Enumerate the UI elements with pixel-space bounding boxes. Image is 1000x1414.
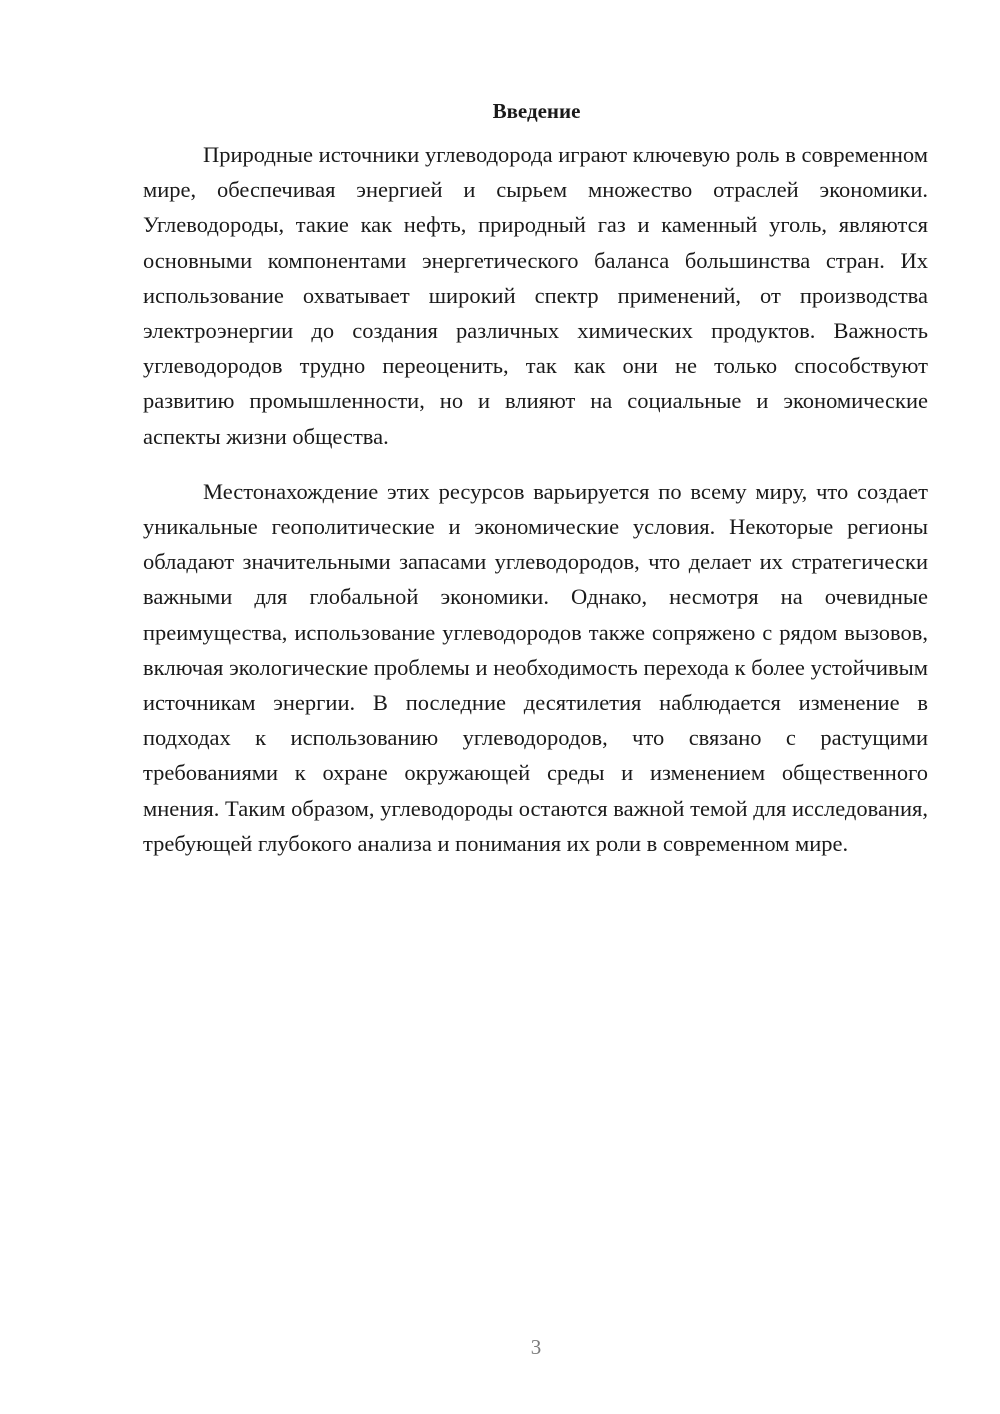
- page-content: [143, 95, 928, 861]
- section-title: Введение: [492, 99, 581, 123]
- paragraph-location: Местонахождение этих ресурсов варьируется по всему миру, что создает уникальные геополитические и экономические условия. Некоторые регионы обладают значительными запасами углеводородов, что делает их стратегически важными для глобальной экономики. Однако, несмотря на очевидные преимущества, использование углеводородов также сопряжено с рядом вызовов, включая экологические проблемы и необходимость перехода к более устойчивым источникам энергии. В последние десятилетия наблюдается изменение в подходах к использованию углеводородов, что связано с растущими требованиями к охране окружающей среды и изменением общественного мнения. Таким образом, углеводороды остаются важной темой для исследования, требующей глубокого анализа и понимания их роли в современном мире.: [143, 478, 928, 856]
- paragraph-intro: Природные источники углеводорода играют ключевую роль в современном мире, обеспечивая энергией и сырьем множество отраслей экономики. Углеводороды, такие как нефть, природный газ и каменный уголь, являются основными компонентами энергетического баланса большинства стран. Их использование охватывает широкий спектр применений, от производства электроэнергии до создания различных химических продуктов. Важность углеводородов трудно переоценить, так как они не только способствуют развитию промышленности, но и влияют на социальные и экономические аспекты жизни общества.: [143, 142, 928, 449]
- page-number: 3: [530, 1335, 542, 1359]
